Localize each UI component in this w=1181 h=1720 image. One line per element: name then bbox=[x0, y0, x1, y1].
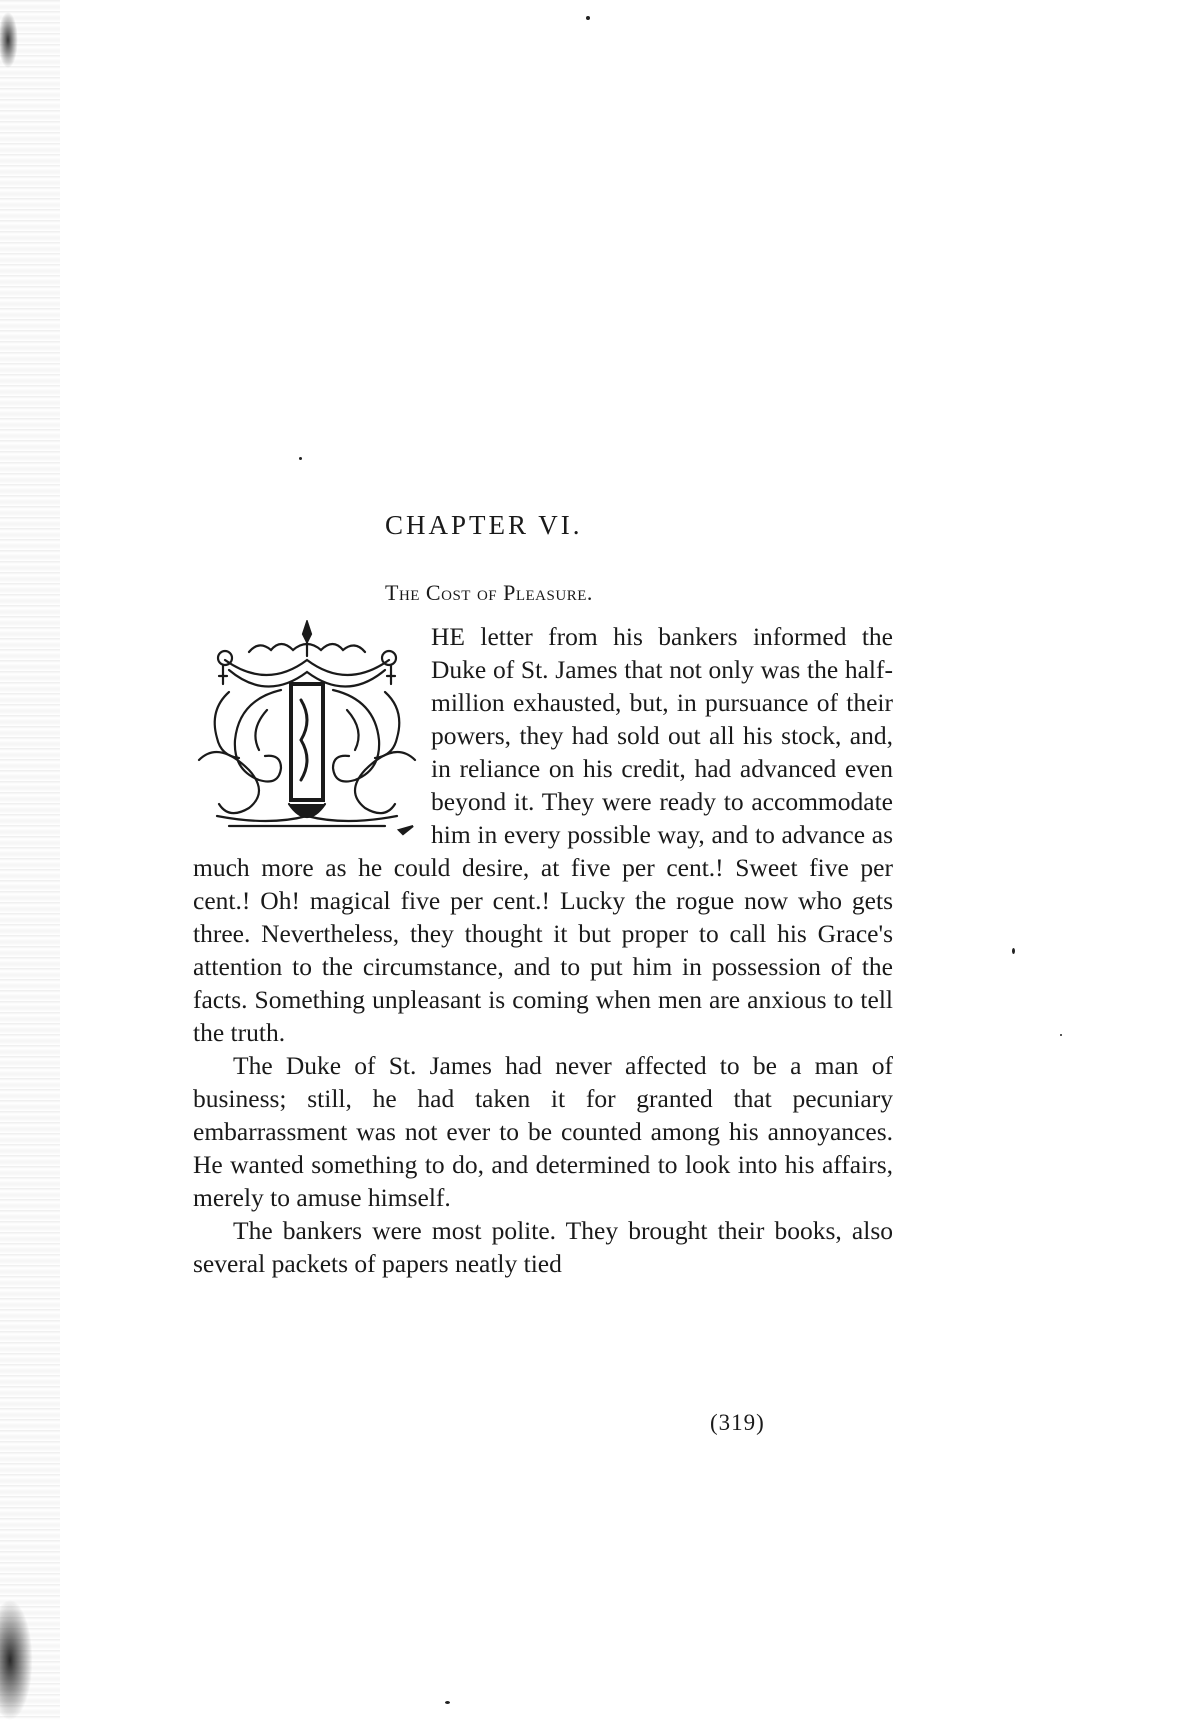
paragraph: HE letter from his bankers informed the Duke of St. James that not only was the half-million exhausted, but, in pursuance of their powers, they had sold out all his stock, and, in reliance on his credit, had advanced even beyond it. They were ready to accommodate him in every possible way, and to advance as much more as he could desire, at five per cent.! Sweet five per cent.! Oh! magical five per cent.! Lucky the rogue now who gets three. Nevertheless, they thought it but proper to call his Grace's attention to the circumstance, and to put him in possession of the facts. Something unpleasant is coming when men are anxious to tell the truth. bbox=[193, 622, 893, 1047]
ink-speck bbox=[1060, 1034, 1062, 1036]
ink-speck bbox=[586, 16, 590, 20]
page-number: (319) bbox=[710, 1410, 765, 1435]
paragraph: The Duke of St. James had never affected to be a man of business; still, he had taken it for granted that pecuniary embarrassment was not ever to be counted among his annoyances. He wanted something to do, and determined to look into his affairs, merely to amuse himself. bbox=[193, 1051, 893, 1212]
binding-shadow bbox=[0, 0, 60, 1720]
ink-speck bbox=[1012, 948, 1015, 954]
body-text bbox=[193, 620, 893, 1280]
ink-speck bbox=[299, 457, 302, 460]
ink-speck bbox=[445, 1701, 450, 1704]
chapter-title: CHAPTER VI. bbox=[385, 510, 583, 540]
paragraph: The bankers were most polite. They brought their books, also several packets of papers neatly tied bbox=[193, 1216, 893, 1278]
ornamental-initial-t-icon bbox=[189, 620, 425, 838]
chapter-subtitle: The Cost of Pleasure. bbox=[385, 580, 593, 605]
